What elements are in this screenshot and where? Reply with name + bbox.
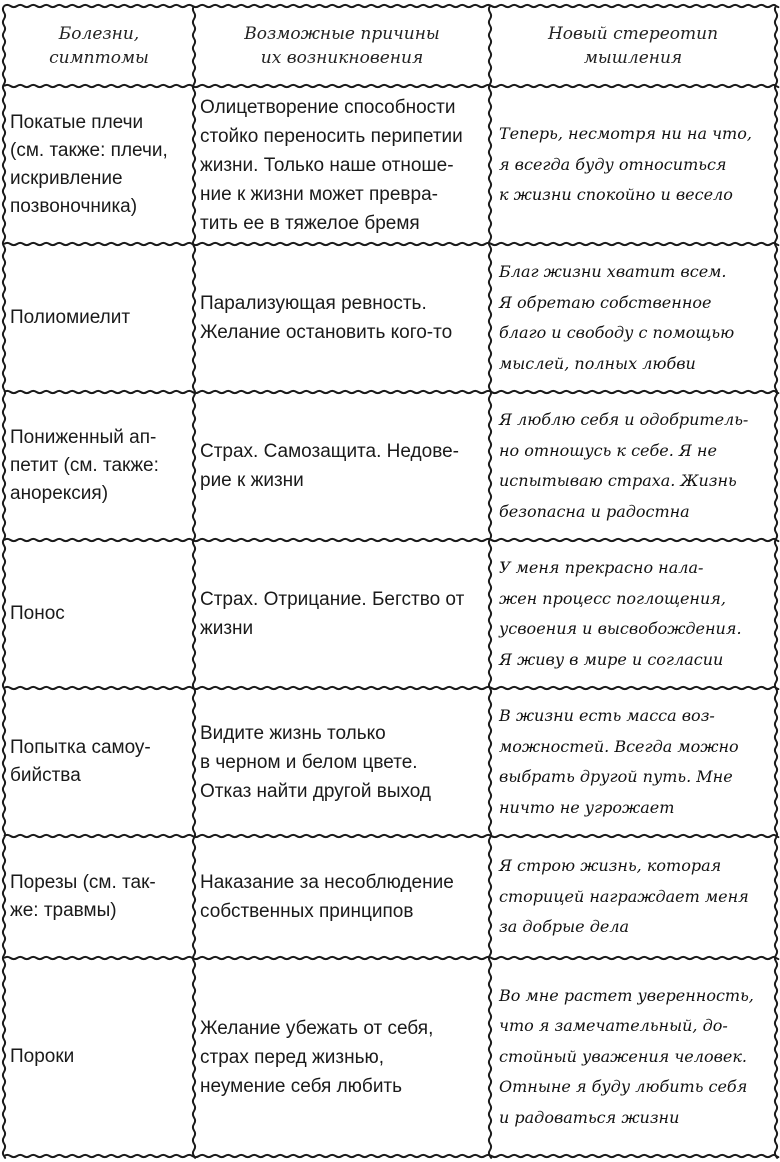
table-row-disease: Понос [10,603,65,624]
header-causes: Возможные причины их возникновения [244,24,440,68]
table-row-cause: Олицетворение способности стойко переносить перипетии жизни. Только наше отноше- ние к жизни может превра- тить ее в тяжелое бремя [200,96,463,234]
table-border-line [4,1155,778,1157]
table-border-line [775,6,777,1158]
table-border-line [4,957,778,959]
table-border-line [489,6,491,1158]
table-row-cause: Страх. Самозащита. Недове- рие к жизни [200,441,459,491]
table-row-disease: Пониженный ап- петит (см. также: анорексия) [10,427,159,504]
table-border-line [4,243,778,245]
table-row-cause: Видите жизнь только в черном и белом цвете. Отказ найти другой выход [200,722,432,802]
table-row-disease: Покатые плечи (см. также: плечи, искривление позвоночника) [10,112,168,217]
table-row-thought: Во мне растет уверенность, что я замечательный, до- стойный уважения человек. Отныне я буду любить себя и радоваться жизни [499,985,754,1127]
table-border-line [4,5,778,7]
header-new-thought: Новый стереотип мышления [547,24,719,68]
table-border-line [4,539,778,541]
table-border-line [4,85,778,87]
table-row-cause: Парализующая ревность. Желание остановить кого-то [200,293,453,343]
table-row-thought: В жизни есть масса воз- можностей. Всегда можно выбрать другой путь. Мне ничто не угрожает [499,706,739,817]
table-row-cause: Желание убежать от себя, страх перед жизнью, неумение себя любить [200,1017,434,1097]
table-row-thought: Я люблю себя и одобритель- но отношусь к себе. Я не испытываю страха. Жизнь безопасна и радостна [499,410,749,521]
table-row-cause: Страх. Отрицание. Бегство от жизни [200,589,465,639]
table-row-cause: Наказание за несоблюдение собственных принципов [200,872,454,922]
header-diseases: Болезни, симптомы [49,24,149,68]
table-row-disease: Полиомиелит [10,307,131,328]
table-row-disease: Порезы (см. так- же: травмы) [10,872,156,921]
table-row-disease: Попытка самоу- бийства [10,737,151,786]
table-border-line [193,6,195,1158]
table-row-thought: Теперь, несмотря ни на что, я всегда буду относиться к жизни спокойно и весело [499,124,752,205]
table-row-thought: У меня прекрасно нала- жен процесс поглощения, усвоения и высвобождения. Я живу в мире и согласии [499,558,742,669]
table-border-line [4,391,778,393]
table-row-thought: Благ жизни хватит всем. Я обретаю собственное благо и свободу с помощью мыслей, полных любви [499,262,735,373]
table-border-line [4,835,778,837]
table-border-line [4,687,778,689]
table-border-line [3,6,5,1158]
table-row-disease: Пороки [10,1046,75,1067]
table-row-thought: Я строю жизнь, которая сторицей награждает меня за добрые дела [499,856,749,937]
